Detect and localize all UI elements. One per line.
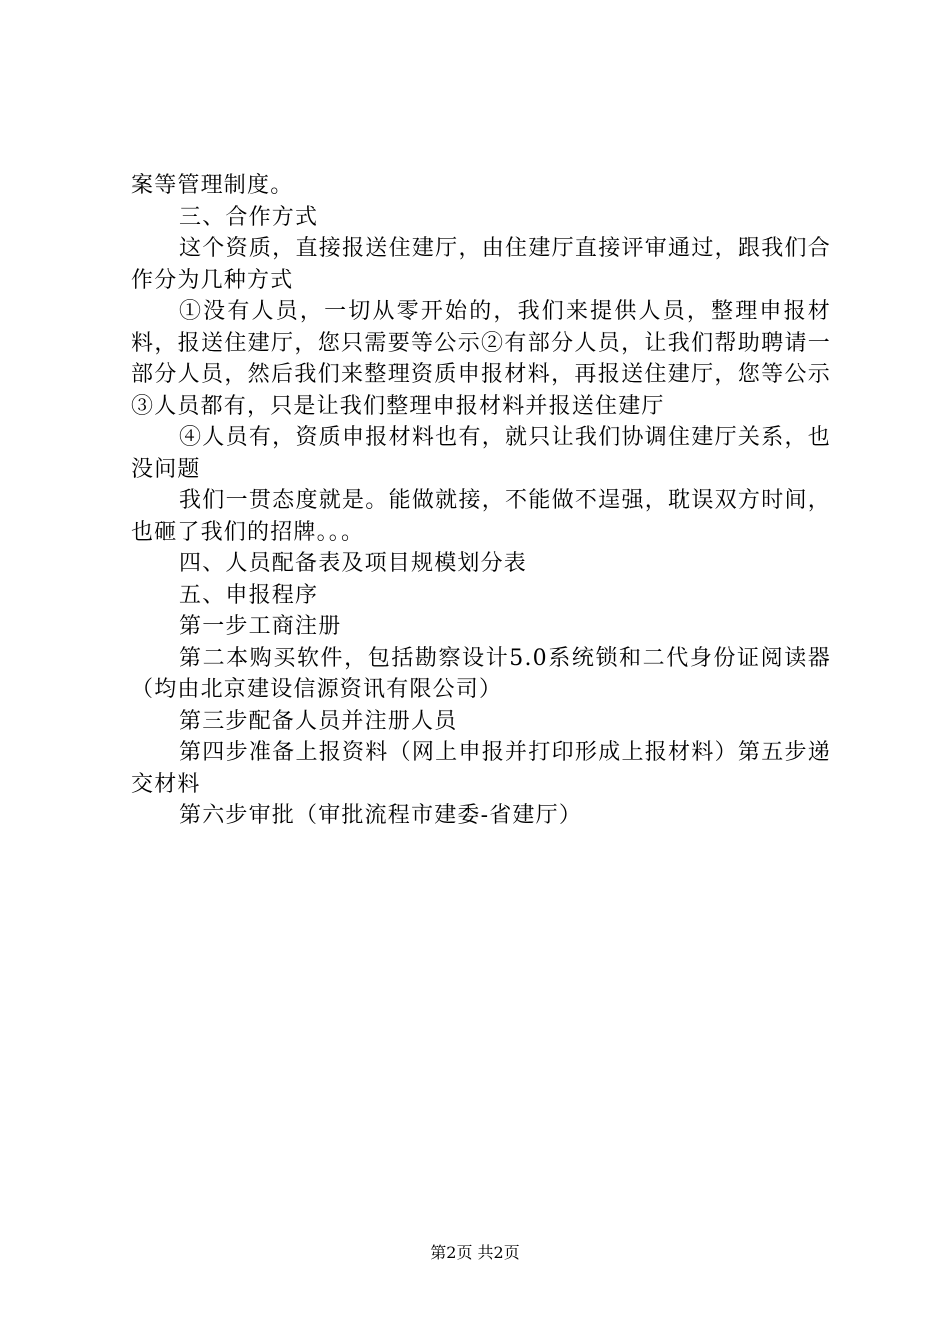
paragraph-3: 这个资质，直接报送住建厅，由住建厅直接评审通过，跟我们合作分为几种方式 <box>131 236 831 293</box>
paragraph-5: ④人员有，资质申报材料也有，就只让我们协调住建厅关系，也没问题 <box>131 425 831 482</box>
section-heading-procedure: 五、申报程序 <box>179 582 319 608</box>
section-heading-cooperation: 三、合作方式 <box>179 204 319 230</box>
paragraph-4: ①没有人员，一切从零开始的，我们来提供人员，整理申报材料，报送住建厅，您只需要等公示②有部分人员，让我们帮助聘请一部分人员，然后我们来整理资质申报材料，再报送住建厅，您等公示③人员都有，只是让我们整理申报材料并报送住建厅 <box>131 299 831 419</box>
paragraph-1: 案等管理制度。 <box>131 173 294 198</box>
step-6: 第六步审批（审批流程市建委-省建厅） <box>179 803 583 828</box>
section-heading-staffing: 四、人员配备表及项目规模划分表 <box>179 551 528 576</box>
step-3: 第三步配备人员并注册人员 <box>179 708 458 734</box>
page-number-footer: 第2页 共2页 <box>430 1243 520 1262</box>
step-1: 第一步工商注册 <box>179 614 342 639</box>
step-2: 第二本购买软件，包括勘察设计5.0系统锁和二代身份证阅读器（均由北京建设信源资讯有限公司） <box>131 645 831 702</box>
step-4-5: 第四步准备上报资料（网上申报并打印形成上报材料）第五步递交材料 <box>131 740 831 797</box>
document-body <box>131 170 831 832</box>
paragraph-6: 我们一贯态度就是。能做就接，不能做不逞强，耽误双方时间，也砸了我们的招牌。。。 <box>131 488 831 545</box>
